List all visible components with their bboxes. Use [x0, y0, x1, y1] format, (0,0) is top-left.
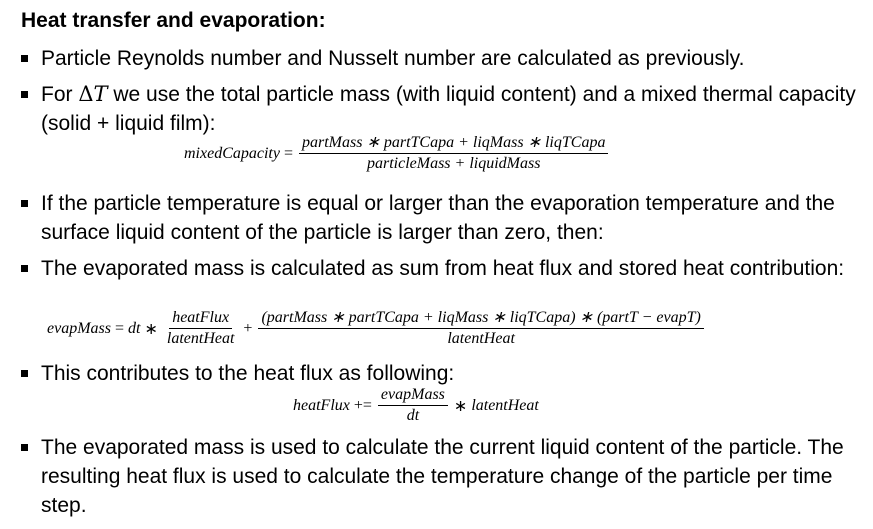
formula-heat-flux [293, 386, 539, 425]
bullet-text: If the particle temperature is equal or larger than the evaporation temperature and the surface liquid content of the particle is larger than zero, then: [41, 192, 835, 244]
fraction-numerator: evapMass [378, 386, 448, 406]
bullet-text: For ΔT we use the total particle mass (with liquid content) and a mixed thermal capacity (solid + liquid film): [41, 82, 856, 135]
formula-times: ∗ [144, 320, 158, 338]
formula-dt: dt [128, 319, 141, 337]
fraction-denominator: latentHeat [166, 330, 235, 347]
fraction-numerator: (partMass ∗ partTCapa + liqMass ∗ liqTCapa) ∗ (partT − evapT) [258, 309, 703, 329]
bullet-heat-flux-contribution [21, 359, 871, 388]
bullet-evaporated-mass [21, 254, 871, 283]
bullet-marker [21, 200, 28, 207]
bullet-text: This contributes to the heat flux as following: [41, 362, 455, 385]
formula-lhs: mixedCapacity [184, 144, 280, 162]
formula-equals: = [283, 144, 293, 162]
fraction-numerator: partMass ∗ partTCapa + liqMass ∗ liqTCapa [299, 134, 608, 154]
bullet-delta-t [21, 80, 871, 138]
formula-fraction-heatflux [164, 309, 238, 348]
bullet-marker [21, 55, 28, 62]
formula-plus-equals: += [353, 396, 372, 414]
bullet-liquid-content [21, 433, 871, 520]
fraction-numerator: heatFlux [169, 309, 232, 329]
formula-fraction [299, 134, 608, 173]
formula-times: ∗ [453, 397, 468, 415]
section-title: Heat transfer and evaporation: [21, 9, 326, 32]
formula-fraction [378, 386, 448, 425]
bullet-reynolds-nusselt [21, 44, 871, 73]
fraction-denominator: latentHeat [447, 330, 515, 347]
bullet-evaporation-condition [21, 189, 871, 247]
formula-fraction-stored-heat [258, 309, 703, 348]
bullet-marker [21, 370, 28, 377]
bullet-text: The evaporated mass is used to calculate the current liquid content of the particle. The resulting heat flux is used to calculate the temperature change of the particle per time step. [41, 436, 844, 517]
formula-evap-mass [47, 309, 706, 348]
formula-mixed-capacity [184, 134, 610, 173]
formula-equals: = [114, 319, 125, 337]
bullet-text: The evaporated mass is calculated as sum from heat flux and stored heat contribution: [41, 257, 845, 280]
formula-lhs: evapMass [47, 319, 111, 337]
bullet-marker [21, 444, 28, 451]
formula-plus: + [243, 319, 253, 337]
bullet-text: Particle Reynolds number and Nusselt number are calculated as previously. [41, 47, 745, 70]
bullet-marker [21, 91, 28, 98]
fraction-denominator: particleMass + liquidMass [366, 155, 541, 172]
fraction-denominator: dt [406, 407, 420, 424]
bullet-marker [21, 265, 28, 272]
formula-rhs: latentHeat [471, 396, 539, 414]
formula-lhs: heatFlux [293, 396, 350, 414]
